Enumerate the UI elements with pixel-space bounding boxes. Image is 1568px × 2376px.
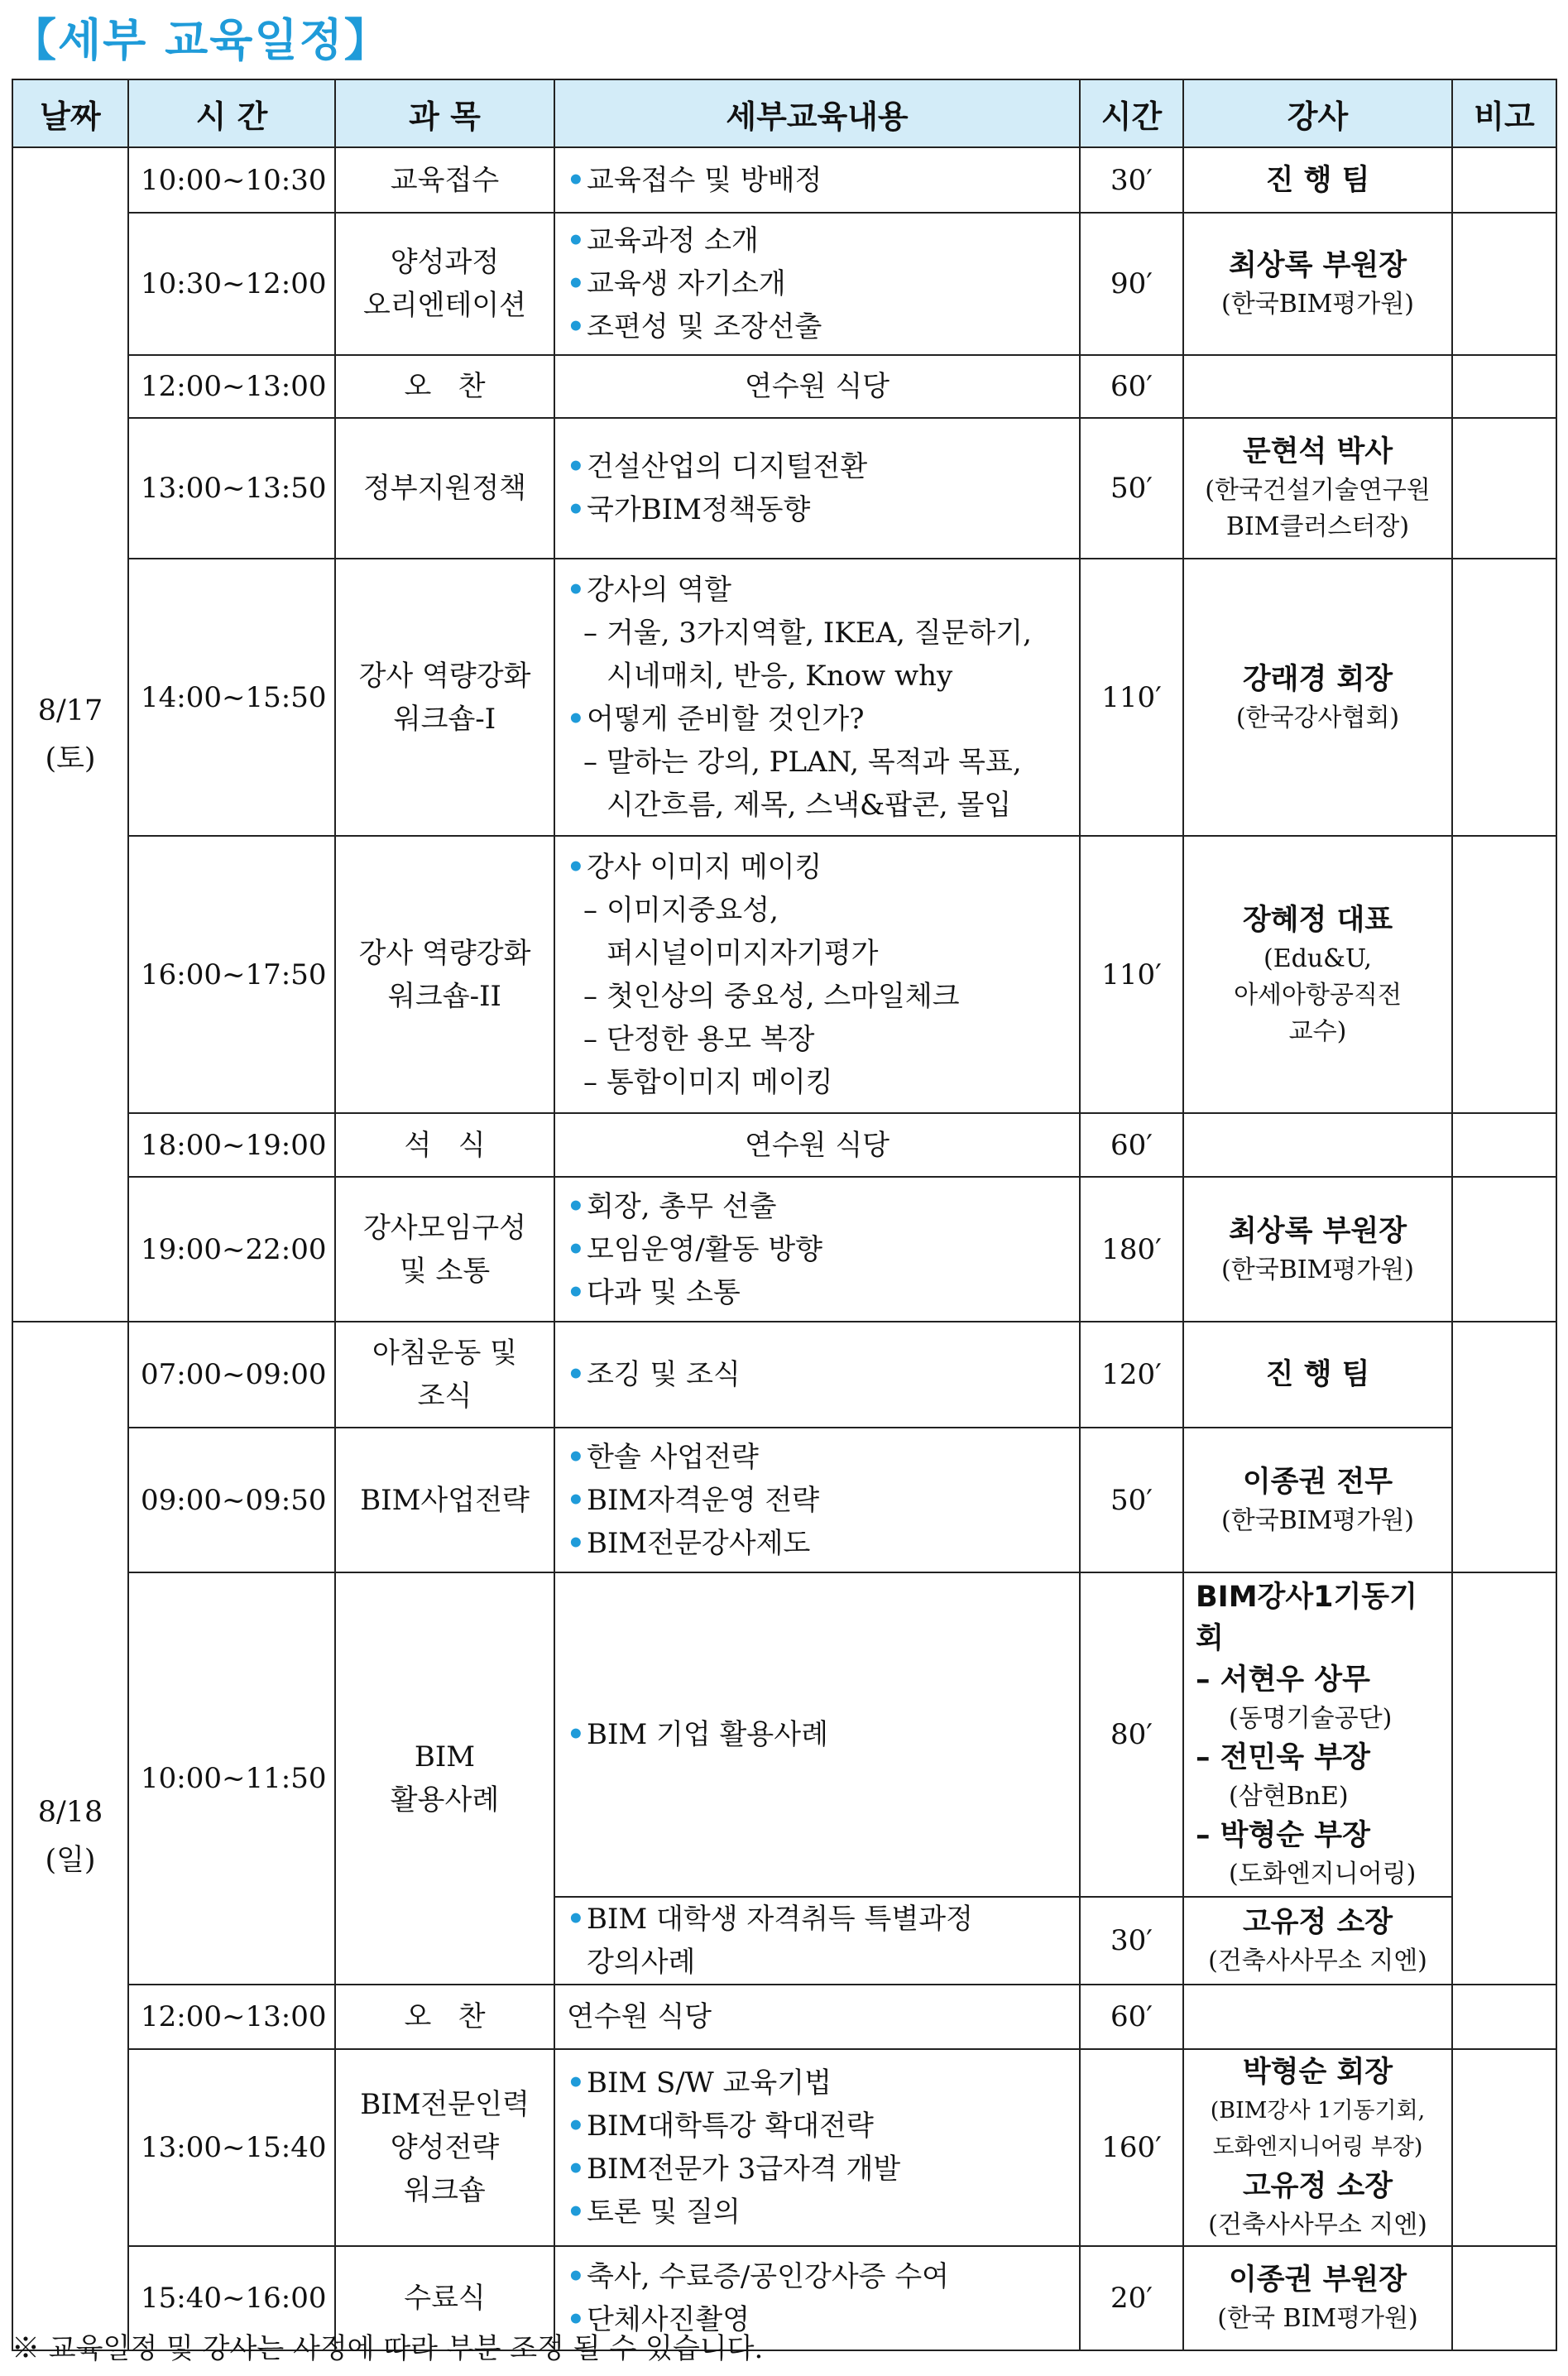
time-cell: 09:00~09:50 bbox=[128, 1428, 335, 1572]
lecturer-cell bbox=[1183, 355, 1452, 418]
subject-cell: 교육접수 bbox=[335, 147, 554, 213]
lecturer-cell: 진 행 팀 bbox=[1183, 147, 1452, 213]
table-row bbox=[12, 1572, 1556, 1897]
duration-cell: 80′ bbox=[1080, 1572, 1183, 1897]
content-cell: 연수원 식당 bbox=[554, 1113, 1080, 1177]
duration-cell: 180′ bbox=[1080, 1177, 1183, 1322]
duration-cell: 120′ bbox=[1080, 1322, 1183, 1428]
footnote: ※ 교육일정 및 강사는 사정에 따라 부분 조정 될 수 있습니다. bbox=[12, 2332, 764, 2365]
duration-cell: 60′ bbox=[1080, 1113, 1183, 1177]
time-cell: 18:00~19:00 bbox=[128, 1113, 335, 1177]
content-cell: • BIM S/W 교육기법 • BIM대학특강 확대전략 • BIM전문가 3급자격 개발 • 토론 및 질의 bbox=[554, 2049, 1080, 2246]
time-cell: 16:00~17:50 bbox=[128, 836, 335, 1113]
lecturer-cell: 이종권 전무 (한국BIM평가원) bbox=[1183, 1428, 1452, 1572]
note-cell bbox=[1452, 213, 1556, 355]
note-cell bbox=[1452, 559, 1556, 836]
note-cell bbox=[1452, 1113, 1556, 1177]
table-row bbox=[12, 213, 1556, 355]
duration-cell: 20′ bbox=[1080, 2246, 1183, 2350]
content-cell: • 한솔 사업전략 • BIM자격운영 전략 • BIM전문강사제도 bbox=[554, 1428, 1080, 1572]
content-cell: 연수원 식당 bbox=[554, 355, 1080, 418]
duration-cell: 30′ bbox=[1080, 1897, 1183, 1985]
content-cell: • 축사, 수료증/공인강사증 수여 • 단체사진촬영 bbox=[554, 2246, 1080, 2350]
header-date: 날짜 bbox=[12, 79, 128, 147]
time-cell: 10:30~12:00 bbox=[128, 213, 335, 355]
duration-cell: 110′ bbox=[1080, 836, 1183, 1113]
header-time: 시 간 bbox=[128, 79, 335, 147]
note-cell bbox=[1452, 836, 1556, 1113]
content-cell: • 회장, 총무 선출 • 모임운영/활동 방향 • 다과 및 소통 bbox=[554, 1177, 1080, 1322]
duration-cell: 60′ bbox=[1080, 1985, 1183, 2049]
duration-cell: 110′ bbox=[1080, 559, 1183, 836]
duration-cell: 50′ bbox=[1080, 418, 1183, 559]
note-cell bbox=[1452, 1572, 1556, 1985]
header-subject: 과 목 bbox=[335, 79, 554, 147]
lecturer-cell: 고유정 소장 (건축사사무소 지엔) bbox=[1183, 1897, 1452, 1985]
note-cell bbox=[1452, 418, 1556, 559]
lecturer-cell: 진 행 팀 bbox=[1183, 1322, 1452, 1428]
content-cell: • 교육과정 소개 • 교육생 자기소개 • 조편성 및 조장선출 bbox=[554, 213, 1080, 355]
header-duration: 시간 bbox=[1080, 79, 1183, 147]
page-title: 【세부 교육일정】 bbox=[12, 14, 391, 66]
subject-cell: 아침운동 및 조식 bbox=[335, 1322, 554, 1428]
lecturer-cell: 문현석 박사 (한국건설기술연구원 BIM클러스터장) bbox=[1183, 418, 1452, 559]
note-cell bbox=[1452, 147, 1556, 213]
subject-cell: BIM전문인력 양성전략 워크숍 bbox=[335, 2049, 554, 2246]
table-row bbox=[12, 147, 1556, 213]
content-cell: 연수원 식당 bbox=[554, 1985, 1080, 2049]
table-row bbox=[12, 1322, 1556, 1428]
subject-cell: 오 찬 bbox=[335, 1985, 554, 2049]
duration-cell: 90′ bbox=[1080, 213, 1183, 355]
table-row bbox=[12, 1177, 1556, 1322]
lecturer-cell bbox=[1183, 1113, 1452, 1177]
table-row bbox=[12, 1428, 1556, 1572]
date-cell-day1: 8/17 (토) bbox=[12, 147, 128, 1322]
content-cell: • 강사 이미지 메이킹 – 이미지중요성, 퍼시널이미지자기평가 – 첫인상의 중요성, 스마일체크 – 단정한 용모 복장 – 통합이미지 메이킹 bbox=[554, 836, 1080, 1113]
duration-cell: 60′ bbox=[1080, 355, 1183, 418]
date-cell-day2: 8/18 (일) bbox=[12, 1322, 128, 2350]
time-cell: 15:40~16:00 bbox=[128, 2246, 335, 2350]
table-row bbox=[12, 2049, 1556, 2246]
time-cell: 10:00~11:50 bbox=[128, 1572, 335, 1985]
header-content: 세부교육내용 bbox=[554, 79, 1080, 147]
lecturer-cell: 최상록 부원장 (한국BIM평가원) bbox=[1183, 213, 1452, 355]
lecturer-cell: 장혜정 대표 (Edu&U, 아세아항공직전 교수) bbox=[1183, 836, 1452, 1113]
header-note: 비고 bbox=[1452, 79, 1556, 147]
table-row bbox=[12, 559, 1556, 836]
lecturer-cell bbox=[1183, 1985, 1452, 2049]
lecturer-cell: 이종권 부원장 (한국 BIM평가원) bbox=[1183, 2246, 1452, 2350]
time-cell: 13:00~13:50 bbox=[128, 418, 335, 559]
table-row bbox=[12, 1985, 1556, 2049]
content-cell: • 건설산업의 디지털전환 • 국가BIM정책동향 bbox=[554, 418, 1080, 559]
header-row bbox=[12, 79, 1556, 147]
content-cell: • BIM 대학생 자격취득 특별과정 강의사례 bbox=[554, 1897, 1080, 1985]
lecturer-cell: BIM강사1기동기회 – 서현우 상무 (동명기술공단) – 전민욱 부장 (삼현BnE) – 박형순 부장 (도화엔지니어링) bbox=[1183, 1572, 1452, 1897]
lecturer-cell: 강래경 회장 (한국강사협회) bbox=[1183, 559, 1452, 836]
note-cell bbox=[1452, 2049, 1556, 2246]
header-lecturer: 강사 bbox=[1183, 79, 1452, 147]
lecturer-cell: 박형순 회장 (BIM강사 1기동기회, 도화엔지니어링 부장) 고유정 소장 (건축사사무소 지엔) bbox=[1183, 2049, 1452, 2246]
table-row bbox=[12, 836, 1556, 1113]
subject-cell: 강사 역량강화 워크숍-II bbox=[335, 836, 554, 1113]
table-row bbox=[12, 1113, 1556, 1177]
subject-cell: 수료식 bbox=[335, 2246, 554, 2350]
subject-cell: 강사 역량강화 워크숍-I bbox=[335, 559, 554, 836]
content-cell: • 조깅 및 조식 bbox=[554, 1322, 1080, 1428]
subject-cell: 석 식 bbox=[335, 1113, 554, 1177]
time-cell: 10:00~10:30 bbox=[128, 147, 335, 213]
subject-cell: 양성과정 오리엔테이션 bbox=[335, 213, 554, 355]
subject-cell: BIM 활용사례 bbox=[335, 1572, 554, 1985]
time-cell: 07:00~09:00 bbox=[128, 1322, 335, 1428]
time-cell: 12:00~13:00 bbox=[128, 355, 335, 418]
note-cell bbox=[1452, 1177, 1556, 1322]
note-cell bbox=[1452, 2246, 1556, 2350]
time-cell: 13:00~15:40 bbox=[128, 2049, 335, 2246]
table-row bbox=[12, 355, 1556, 418]
subject-cell: BIM사업전략 bbox=[335, 1428, 554, 1572]
note-cell bbox=[1452, 1322, 1556, 1572]
content-cell: • BIM 기업 활용사례 bbox=[554, 1572, 1080, 1897]
subject-cell: 강사모임구성 및 소통 bbox=[335, 1177, 554, 1322]
note-cell bbox=[1452, 1985, 1556, 2049]
time-cell: 14:00~15:50 bbox=[128, 559, 335, 836]
lecturer-cell: 최상록 부원장 (한국BIM평가원) bbox=[1183, 1177, 1452, 1322]
duration-cell: 160′ bbox=[1080, 2049, 1183, 2246]
content-cell: • 강사의 역할 – 거울, 3가지역할, IKEA, 질문하기, 시네매치, 반응, Know why • 어떻게 준비할 것인가? – 말하는 강의, PLAN, 목적과 목표, 시간흐름, 제목, 스낵&팝콘, 몰입 bbox=[554, 559, 1080, 836]
duration-cell: 50′ bbox=[1080, 1428, 1183, 1572]
table-row bbox=[12, 418, 1556, 559]
time-cell: 12:00~13:00 bbox=[128, 1985, 335, 2049]
content-cell: • 교육접수 및 방배정 bbox=[554, 147, 1080, 213]
subject-cell: 정부지원정책 bbox=[335, 418, 554, 559]
note-cell bbox=[1452, 355, 1556, 418]
time-cell: 19:00~22:00 bbox=[128, 1177, 335, 1322]
duration-cell: 30′ bbox=[1080, 147, 1183, 213]
subject-cell: 오 찬 bbox=[335, 355, 554, 418]
schedule-table bbox=[12, 79, 1557, 2351]
